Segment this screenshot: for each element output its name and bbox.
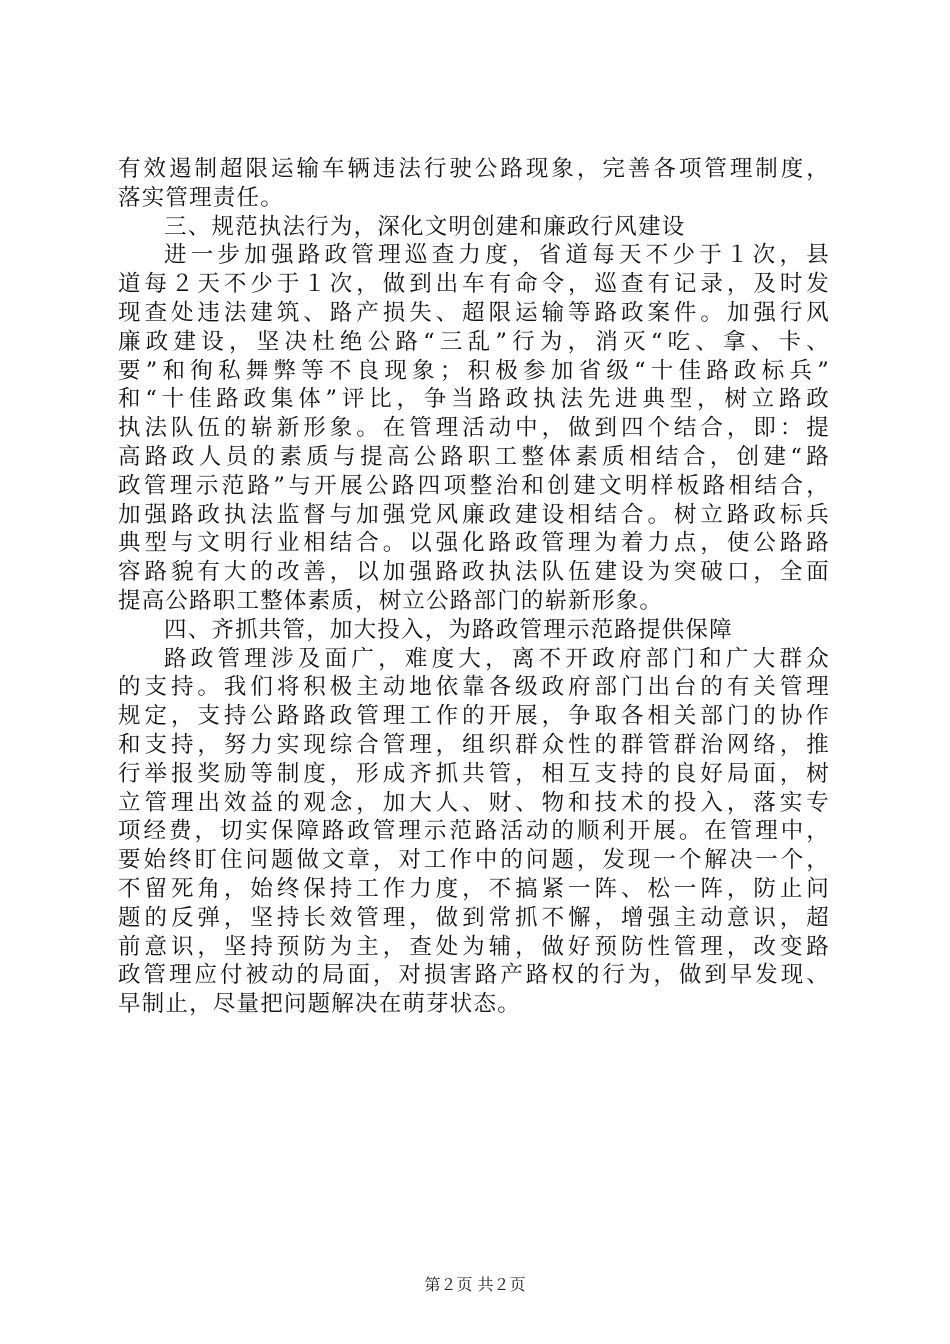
paragraph-line: 廉政建设，坚决杜绝公路“三乱”行为，消灭“吃、拿、卡、 bbox=[118, 328, 830, 355]
page-number-footer: 第２页 共２页 bbox=[424, 1275, 526, 1294]
section-heading: 三、规范执法行为，深化文明创建和廉政行风建设 bbox=[164, 213, 686, 240]
paragraph-line: 执法队伍的崭新形象。在管理活动中，做到四个结合，即：提 bbox=[118, 415, 830, 442]
paragraph-line: 典型与文明行业相结合。以强化路政管理为着力点，使公路路 bbox=[118, 530, 830, 557]
paragraph-line: 高路政人员的素质与提高公路职工整体素质相结合，创建“路 bbox=[118, 443, 830, 470]
paragraph-line: 政管理示范路”与开展公路四项整治和创建文明样板路相结合， bbox=[118, 472, 830, 499]
paragraph-line: 早制止，尽量把问题解决在萌芽状态。 bbox=[118, 991, 521, 1018]
paragraph-line: 落实管理责任。 bbox=[118, 184, 284, 211]
paragraph-line: 和支持，努力实现综合管理，组织群众性的群管群治网络，推 bbox=[118, 731, 830, 758]
section-heading: 四、齐抓共管，加大投入，为路政管理示范路提供保障 bbox=[164, 616, 733, 643]
paragraph-line: 的支持。我们将积极主动地依靠各级政府部门出台的有关管理 bbox=[118, 674, 830, 701]
paragraph-line: 提高公路职工整体素质，树立公路部门的崭新形象。 bbox=[118, 587, 664, 614]
paragraph-line: 规定，支持公路路政管理工作的开展，争取各相关部门的协作 bbox=[118, 703, 830, 730]
paragraph-line: 有效遏制超限运输车辆违法行驶公路现象，完善各项管理制度， bbox=[118, 156, 830, 182]
paragraph-line: 要”和徇私舞弊等不良现象；积极参加省级“十佳路政标兵” bbox=[118, 357, 830, 384]
paragraph-line: 题的反弹，坚持长效管理，做到常抓不懈，增强主动意识，超 bbox=[118, 904, 830, 931]
paragraph-line: 和“十佳路政集体”评比，争当路政执法先进典型，树立路政 bbox=[118, 386, 830, 413]
paragraph-line: 道每２天不少于１次，做到出车有命令，巡查有记录，及时发 bbox=[118, 271, 830, 298]
paragraph-line: 行举报奖励等制度，形成齐抓共管，相互支持的良好局面，树 bbox=[118, 760, 830, 787]
paragraph-line: 加强路政执法监督与加强党风廉政建设相结合。树立路政标兵 bbox=[118, 501, 830, 528]
paragraph-line: 政管理应付被动的局面，对损害路产路权的行为，做到早发现、 bbox=[118, 962, 830, 989]
paragraph-line: 不留死角，始终保持工作力度，不搞紧一阵、松一阵，防止问 bbox=[118, 875, 830, 902]
paragraph-line: 进一步加强路政管理巡查力度，省道每天不少于１次，县 bbox=[164, 242, 830, 269]
document-body bbox=[118, 155, 830, 1019]
paragraph-line: 项经费，切实保障路政管理示范路活动的顺利开展。在管理中， bbox=[118, 818, 830, 845]
paragraph-line: 现查处违法建筑、路产损失、超限运输等路政案件。加强行风 bbox=[118, 299, 830, 326]
paragraph-line: 前意识，坚持预防为主，查处为辅，做好预防性管理，改变路 bbox=[118, 933, 830, 960]
paragraph-line: 要始终盯住问题做文章，对工作中的问题，发现一个解决一个， bbox=[118, 847, 830, 874]
paragraph-line: 容路貌有大的改善，以加强路政执法队伍建设为突破口，全面 bbox=[118, 559, 830, 586]
paragraph-line: 立管理出效益的观念，加大人、财、物和技术的投入，落实专 bbox=[118, 789, 830, 816]
paragraph-line: 路政管理涉及面广，难度大，离不开政府部门和广大群众 bbox=[164, 645, 830, 672]
